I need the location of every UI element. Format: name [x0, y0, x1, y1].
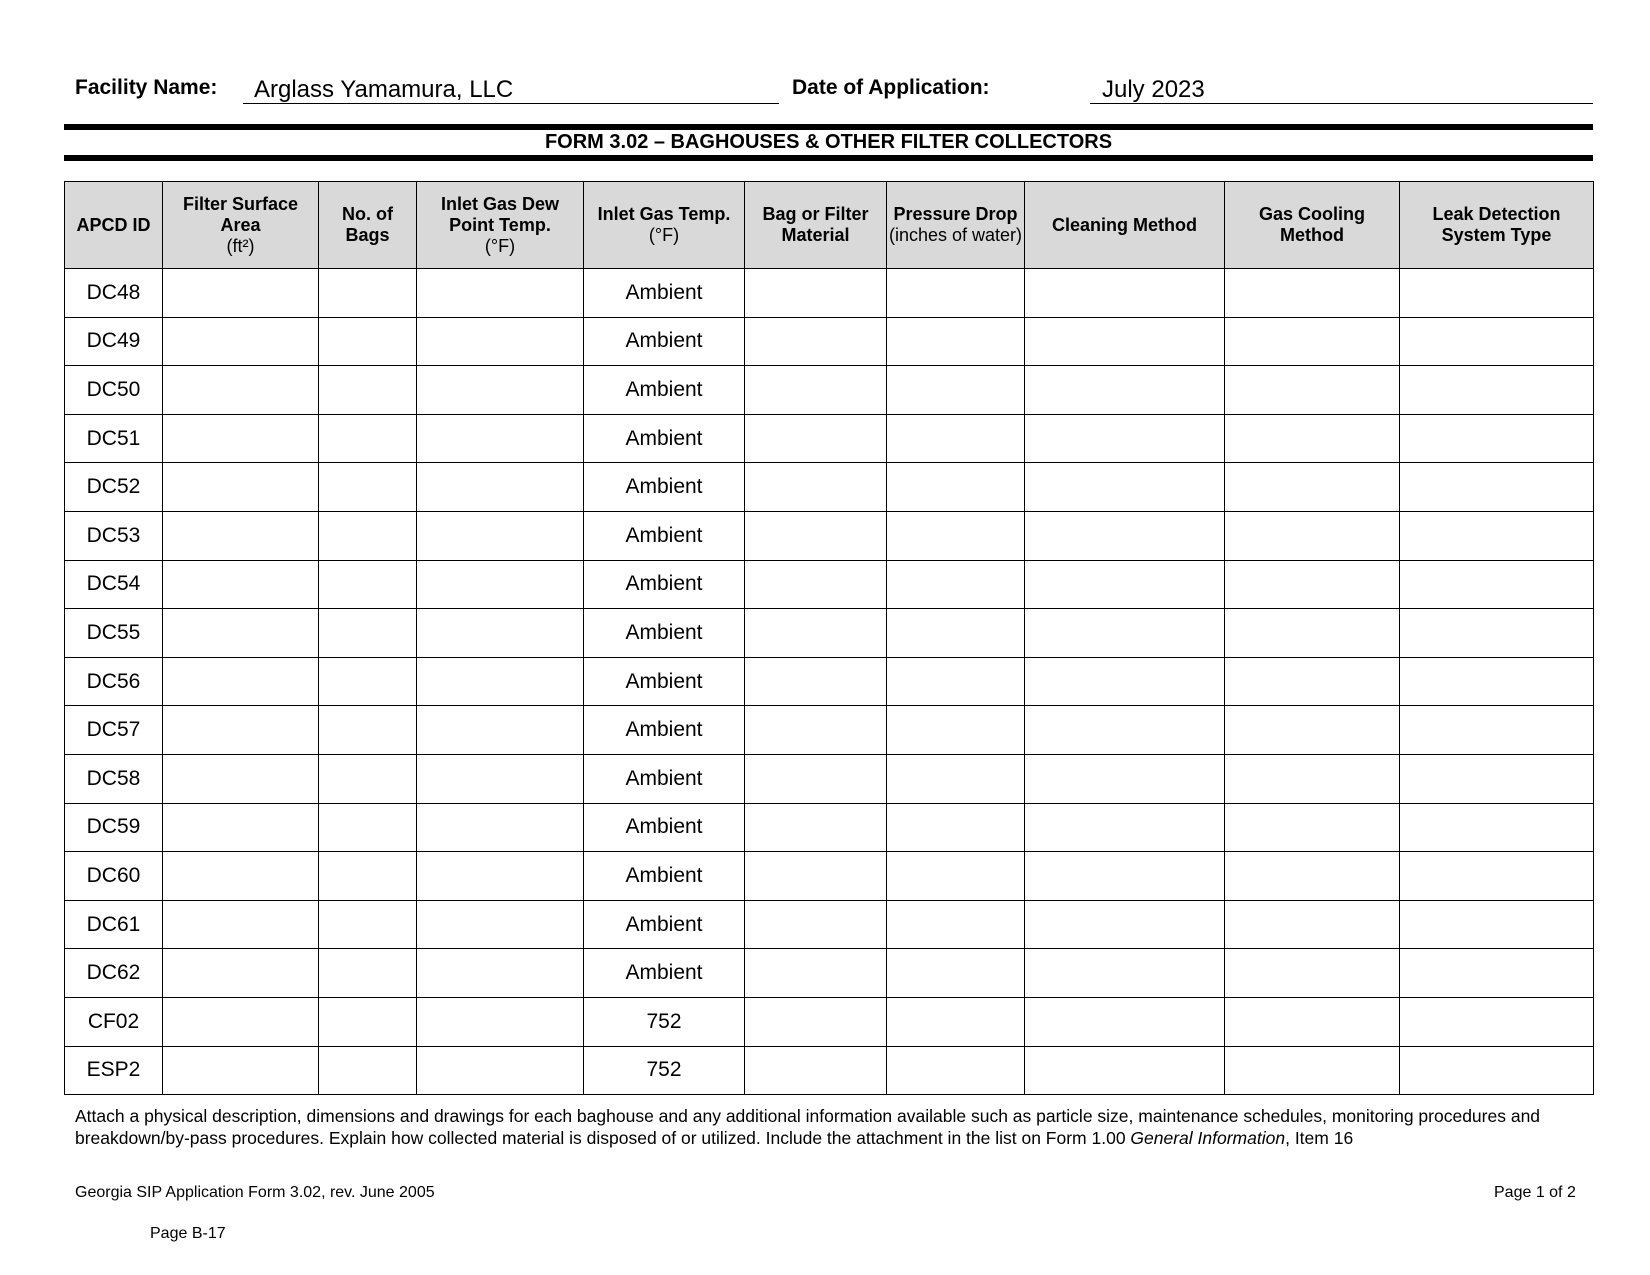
table-cell[interactable]	[163, 317, 319, 366]
table-cell[interactable]	[1400, 269, 1594, 318]
table-row	[65, 269, 1594, 318]
table-cell[interactable]	[745, 997, 887, 1046]
table-cell[interactable]	[887, 754, 1025, 803]
table-cell[interactable]	[1225, 949, 1400, 998]
facility-name-label: Facility Name:	[75, 76, 218, 99]
table-cell[interactable]	[417, 609, 584, 658]
table-cell[interactable]	[1225, 511, 1400, 560]
table-cell[interactable]	[887, 366, 1025, 415]
table-cell[interactable]	[1400, 949, 1594, 998]
table-cell[interactable]	[417, 852, 584, 901]
table-cell[interactable]	[417, 1046, 584, 1095]
column-header	[163, 182, 319, 269]
table-cell[interactable]	[745, 317, 887, 366]
apcd-id-cell: DC60	[65, 852, 163, 901]
table-cell[interactable]	[319, 949, 417, 998]
apcd-id-cell: CF02	[65, 997, 163, 1046]
table-cell[interactable]	[417, 317, 584, 366]
table-cell[interactable]	[417, 657, 584, 706]
table-cell[interactable]	[1400, 997, 1594, 1046]
table-cell[interactable]	[417, 366, 584, 415]
column-header	[65, 182, 163, 269]
column-header	[319, 182, 417, 269]
table-cell[interactable]	[1400, 414, 1594, 463]
table-row	[65, 657, 1594, 706]
table-cell[interactable]: Ambient	[584, 317, 745, 366]
table-cell[interactable]	[887, 560, 1025, 609]
column-header-unit: (°F)	[484, 235, 516, 256]
table-cell[interactable]: 752	[584, 1046, 745, 1095]
table-cell[interactable]: Ambient	[584, 463, 745, 512]
table-cell[interactable]	[417, 900, 584, 949]
table-cell[interactable]	[319, 609, 417, 658]
table-cell[interactable]	[1025, 463, 1225, 512]
table-cell[interactable]	[887, 949, 1025, 998]
apcd-id-cell: DC51	[65, 414, 163, 463]
table-cell[interactable]	[745, 900, 887, 949]
table-cell[interactable]	[417, 463, 584, 512]
table-cell[interactable]	[163, 657, 319, 706]
table-cell[interactable]: Ambient	[584, 900, 745, 949]
table-cell[interactable]: Ambient	[584, 949, 745, 998]
table-cell[interactable]	[1400, 754, 1594, 803]
apcd-id-cell: DC52	[65, 463, 163, 512]
table-cell[interactable]	[163, 949, 319, 998]
table-cell[interactable]	[319, 560, 417, 609]
form-title: FORM 3.02 – BAGHOUSES & OTHER FILTER COLLECTORS	[544, 131, 1113, 153]
apcd-id-cell: DC49	[65, 317, 163, 366]
table-cell[interactable]	[745, 463, 887, 512]
column-header-label: APCD ID	[76, 214, 151, 235]
column-header-label: Inlet Gas Temp.	[597, 204, 731, 224]
table-cell[interactable]	[319, 511, 417, 560]
table-row	[65, 609, 1594, 658]
table-cell[interactable]	[417, 414, 584, 463]
column-header-label: Cleaning Method	[1052, 214, 1197, 235]
table-cell[interactable]	[1400, 657, 1594, 706]
table-cell[interactable]	[319, 754, 417, 803]
table-cell[interactable]	[1025, 706, 1225, 755]
table-cell[interactable]	[887, 803, 1025, 852]
baghouse-table	[64, 181, 1594, 1095]
table-cell[interactable]	[887, 414, 1025, 463]
table-body	[65, 269, 1594, 1095]
column-header-label: Gas Cooling Method	[1258, 204, 1365, 245]
date-of-application-field[interactable]: July 2023	[1090, 76, 1593, 104]
table-cell[interactable]	[417, 269, 584, 318]
table-row	[65, 754, 1594, 803]
table-row	[65, 852, 1594, 901]
table-cell[interactable]	[1400, 1046, 1594, 1095]
table-cell[interactable]	[1025, 366, 1225, 415]
apcd-id-cell: DC50	[65, 366, 163, 415]
table-cell[interactable]	[1025, 414, 1225, 463]
table-cell[interactable]	[1025, 560, 1225, 609]
date-of-application-label: Date of Application:	[792, 76, 990, 99]
table-cell[interactable]	[417, 997, 584, 1046]
table-cell[interactable]	[1400, 366, 1594, 415]
table-cell[interactable]	[1225, 609, 1400, 658]
note-text-end: , Item 16	[1285, 1128, 1354, 1148]
form-revision-footer: Georgia SIP Application Form 3.02, rev. June 2005	[75, 1184, 435, 1201]
apcd-id-cell: DC56	[65, 657, 163, 706]
table-cell[interactable]	[163, 754, 319, 803]
table-cell[interactable]	[319, 803, 417, 852]
column-header	[417, 182, 584, 269]
table-row	[65, 997, 1594, 1046]
column-header-label: Pressure Drop	[893, 204, 1018, 224]
table-cell[interactable]	[745, 414, 887, 463]
table-row	[65, 560, 1594, 609]
table-cell[interactable]	[1225, 414, 1400, 463]
table-cell[interactable]	[887, 511, 1025, 560]
apcd-id-cell: DC57	[65, 706, 163, 755]
table-cell[interactable]	[1400, 317, 1594, 366]
table-cell[interactable]	[163, 269, 319, 318]
page-count-footer: Page 1 of 2	[1494, 1184, 1576, 1201]
apcd-id-cell: DC53	[65, 511, 163, 560]
table-cell[interactable]	[1025, 657, 1225, 706]
table-cell[interactable]	[745, 803, 887, 852]
note-italic: General Information	[1130, 1128, 1286, 1148]
column-header-unit: (ft²)	[226, 235, 255, 256]
table-cell[interactable]	[887, 609, 1025, 658]
table-cell[interactable]	[319, 657, 417, 706]
table-cell[interactable]	[417, 560, 584, 609]
table-cell[interactable]	[745, 1046, 887, 1095]
table-cell[interactable]	[163, 414, 319, 463]
table-cell[interactable]	[1400, 900, 1594, 949]
table-cell[interactable]	[887, 463, 1025, 512]
table-cell[interactable]	[1025, 900, 1225, 949]
table-cell[interactable]	[319, 852, 417, 901]
table-cell[interactable]	[163, 511, 319, 560]
table-row	[65, 463, 1594, 512]
table-cell[interactable]	[1225, 317, 1400, 366]
column-header-label: Bag or Filter Material	[762, 204, 869, 245]
table-row	[65, 949, 1594, 998]
apcd-id-cell: DC48	[65, 269, 163, 318]
table-cell[interactable]	[1400, 852, 1594, 901]
table-cell[interactable]	[319, 900, 417, 949]
table-cell[interactable]: Ambient	[584, 609, 745, 658]
table-cell[interactable]	[163, 852, 319, 901]
table-cell[interactable]	[745, 754, 887, 803]
table-cell[interactable]	[887, 997, 1025, 1046]
table-cell[interactable]	[163, 803, 319, 852]
table-cell[interactable]	[887, 269, 1025, 318]
table-cell[interactable]	[887, 852, 1025, 901]
table-cell[interactable]	[1225, 754, 1400, 803]
table-cell[interactable]	[745, 560, 887, 609]
table-cell[interactable]: Ambient	[584, 706, 745, 755]
table-cell[interactable]	[319, 269, 417, 318]
column-header-label: Inlet Gas Dew Point Temp.	[440, 193, 560, 235]
table-cell[interactable]	[319, 414, 417, 463]
table-cell[interactable]	[319, 706, 417, 755]
table-row	[65, 706, 1594, 755]
apcd-id-cell: DC55	[65, 609, 163, 658]
table-cell[interactable]	[417, 754, 584, 803]
table-cell[interactable]	[319, 317, 417, 366]
table-cell[interactable]	[745, 609, 887, 658]
table-row	[65, 511, 1594, 560]
table-cell[interactable]	[1225, 900, 1400, 949]
apcd-id-cell: DC59	[65, 803, 163, 852]
table-cell[interactable]	[163, 1046, 319, 1095]
page-label: Page B-17	[150, 1225, 226, 1242]
table-cell[interactable]	[1400, 803, 1594, 852]
table-cell[interactable]	[887, 900, 1025, 949]
table-cell[interactable]	[1225, 269, 1400, 318]
table-cell[interactable]	[163, 463, 319, 512]
table-cell[interactable]: 752	[584, 997, 745, 1046]
table-cell[interactable]	[163, 997, 319, 1046]
table-cell[interactable]	[417, 803, 584, 852]
table-cell[interactable]: Ambient	[584, 560, 745, 609]
table-cell[interactable]	[745, 706, 887, 755]
table-cell[interactable]	[1225, 997, 1400, 1046]
apcd-id-cell: DC61	[65, 900, 163, 949]
table-cell[interactable]: Ambient	[584, 414, 745, 463]
table-row	[65, 803, 1594, 852]
table-cell[interactable]	[163, 366, 319, 415]
apcd-id-cell: DC58	[65, 754, 163, 803]
table-cell[interactable]	[1025, 1046, 1225, 1095]
column-header-unit: (inches of water)	[888, 225, 1023, 245]
apcd-id-cell: DC54	[65, 560, 163, 609]
table-cell[interactable]	[1025, 511, 1225, 560]
table-cell[interactable]	[745, 657, 887, 706]
table-cell[interactable]	[1225, 463, 1400, 512]
table-cell[interactable]	[745, 511, 887, 560]
table-cell[interactable]	[745, 949, 887, 998]
apcd-id-cell: ESP2	[65, 1046, 163, 1095]
table-cell[interactable]	[1025, 803, 1225, 852]
table-cell[interactable]	[887, 1046, 1025, 1095]
table-cell[interactable]	[1225, 366, 1400, 415]
table-row	[65, 414, 1594, 463]
table-cell[interactable]	[1400, 609, 1594, 658]
table-header-row	[65, 182, 1594, 269]
table-cell[interactable]: Ambient	[584, 754, 745, 803]
table-cell[interactable]	[319, 366, 417, 415]
column-header	[745, 182, 887, 269]
table-cell[interactable]	[163, 900, 319, 949]
title-rule-bottom	[64, 155, 1593, 161]
table-cell[interactable]	[887, 317, 1025, 366]
table-cell[interactable]	[417, 511, 584, 560]
column-header	[887, 182, 1025, 269]
table-cell[interactable]	[1400, 511, 1594, 560]
table-cell[interactable]	[163, 609, 319, 658]
table-cell[interactable]	[887, 706, 1025, 755]
table-cell[interactable]	[1400, 706, 1594, 755]
table-cell[interactable]	[1400, 560, 1594, 609]
table-cell[interactable]	[745, 852, 887, 901]
table-cell[interactable]	[1225, 560, 1400, 609]
table-cell[interactable]	[1025, 949, 1225, 998]
table-cell[interactable]: Ambient	[584, 852, 745, 901]
column-header-label: Leak Detection System Type	[1432, 204, 1561, 245]
table-cell[interactable]	[1225, 657, 1400, 706]
table-cell[interactable]	[163, 706, 319, 755]
column-header-label: Filter Surface Area	[182, 193, 299, 235]
table-cell[interactable]	[1025, 997, 1225, 1046]
table-cell[interactable]	[745, 269, 887, 318]
column-header	[1400, 182, 1594, 269]
table-cell[interactable]	[1025, 317, 1225, 366]
table-cell[interactable]	[1025, 269, 1225, 318]
note-text: Attach a physical description, dimensions and drawings for each baghouse and any additional information available such as particle size, maintenance schedules, monitoring procedures and breakdown/by-pass procedures. Explain how collected material is disposed of or utilized. Include the attachment in the list on Form 1.00	[75, 1106, 1541, 1148]
table-cell[interactable]	[1225, 803, 1400, 852]
table-row	[65, 366, 1594, 415]
table-cell[interactable]	[745, 366, 887, 415]
table-cell[interactable]	[319, 1046, 417, 1095]
column-header-unit: (°F)	[648, 225, 680, 245]
column-header-label: No. of Bags	[342, 204, 393, 245]
table-cell[interactable]: Ambient	[584, 657, 745, 706]
column-header	[584, 182, 745, 269]
table-cell[interactable]: Ambient	[584, 511, 745, 560]
table-cell[interactable]	[417, 949, 584, 998]
table-cell[interactable]	[417, 706, 584, 755]
table-cell[interactable]	[1225, 1046, 1400, 1095]
table-cell[interactable]	[1225, 852, 1400, 901]
title-rule-top	[64, 124, 1593, 130]
table-cell[interactable]	[1400, 463, 1594, 512]
table-cell[interactable]	[319, 463, 417, 512]
column-header	[1225, 182, 1400, 269]
table-row	[65, 317, 1594, 366]
table-row	[65, 1046, 1594, 1095]
column-header	[1025, 182, 1225, 269]
table-cell[interactable]	[1225, 706, 1400, 755]
attachment-note	[75, 1105, 1595, 1149]
table-cell[interactable]	[1025, 754, 1225, 803]
table-cell[interactable]: Ambient	[584, 366, 745, 415]
table-cell[interactable]	[1025, 852, 1225, 901]
facility-name-field[interactable]: Arglass Yamamura, LLC	[243, 76, 779, 104]
table-cell[interactable]	[887, 657, 1025, 706]
table-cell[interactable]: Ambient	[584, 269, 745, 318]
table-cell[interactable]	[163, 560, 319, 609]
table-cell[interactable]: Ambient	[584, 803, 745, 852]
apcd-id-cell: DC62	[65, 949, 163, 998]
table-cell[interactable]	[1025, 609, 1225, 658]
table-cell[interactable]	[319, 997, 417, 1046]
table-row	[65, 900, 1594, 949]
